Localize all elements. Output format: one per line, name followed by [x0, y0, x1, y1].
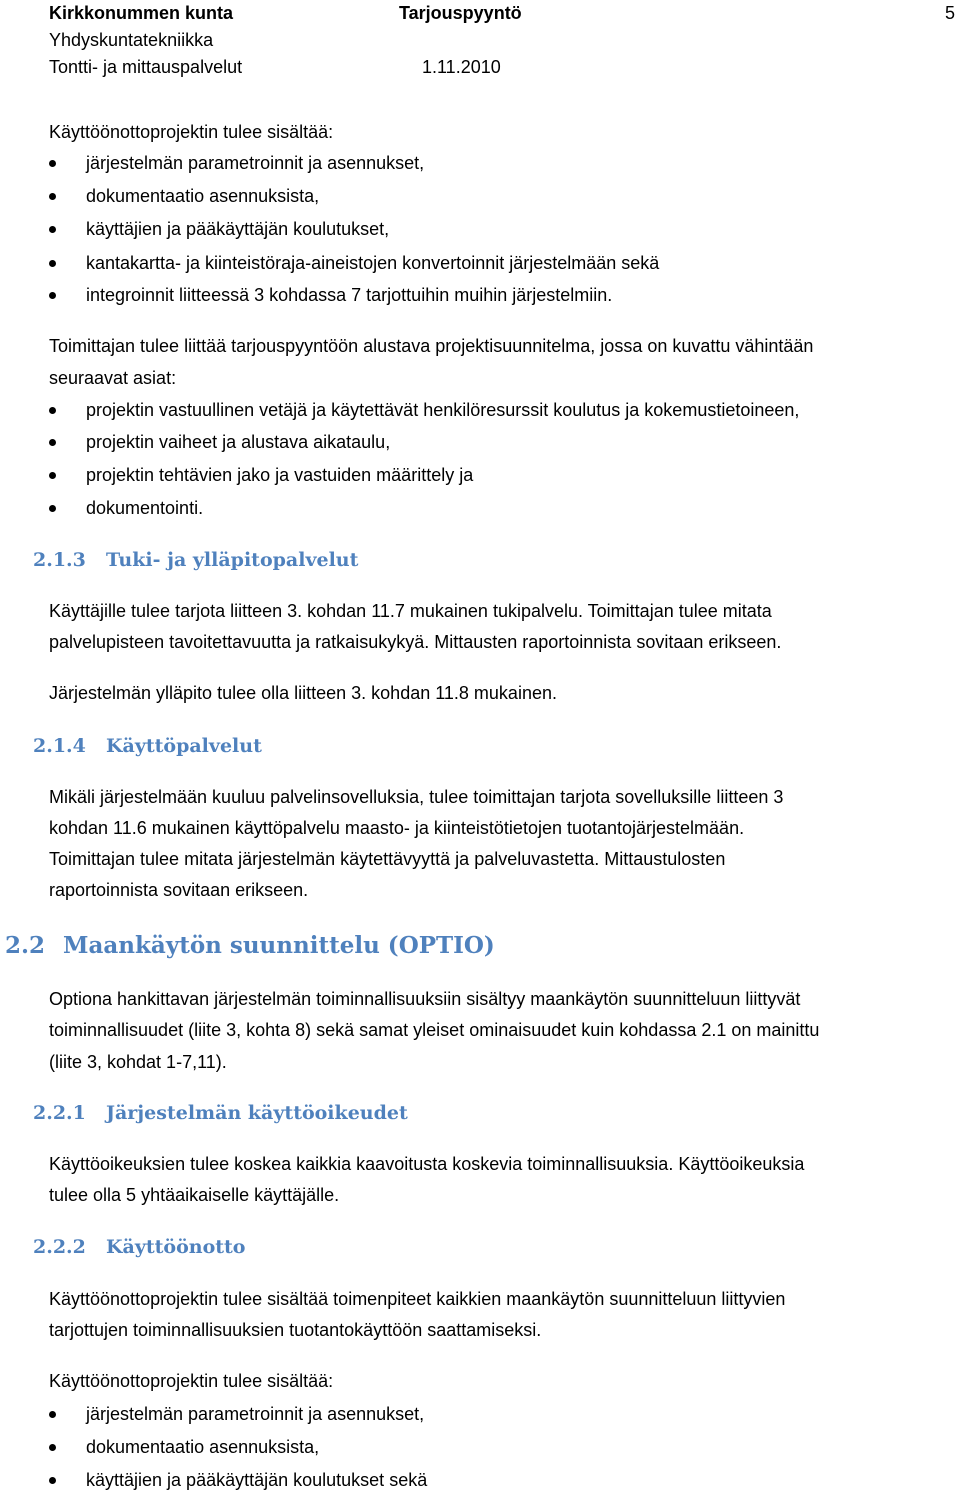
paragraph-line: Järjestelmän ylläpito tulee olla liitteen 3. kohdan 11.8 mukainen.	[49, 683, 557, 703]
paragraph-line: Käyttäjille tulee tarjota liitteen 3. kohdan 11.7 mukainen tukipalvelu. Toimittajan tulee mitata	[49, 601, 772, 621]
bullet-icon	[49, 260, 56, 267]
heading-number: 2.2	[5, 932, 46, 959]
list-item: projektin vastuullinen vetäjä ja käytettävät henkilöresurssit koulutus ja kokemustietoineen,	[86, 400, 800, 420]
heading-number: 2.1.4	[33, 735, 86, 757]
bullet-icon	[49, 1477, 56, 1484]
bullet-icon	[49, 226, 56, 233]
list-item: järjestelmän parametroinnit ja asennukset,	[86, 153, 425, 173]
paragraph-line: Käyttöönottoprojektin tulee sisältää toimenpiteet kaikkien maankäytön suunnitteluun liittyvien	[49, 1289, 786, 1309]
heading-title: Tuki- ja ylläpitopalvelut	[106, 549, 359, 571]
list-item: järjestelmän parametroinnit ja asennukset,	[86, 1404, 425, 1424]
heading-title: Käyttöönotto	[106, 1236, 246, 1258]
deploy-intro: Käyttöönottoprojektin tulee sisältää:	[49, 1371, 334, 1391]
header-department: Yhdyskuntatekniikka	[49, 30, 214, 50]
list-item: projektin vaiheet ja alustava aikataulu,	[86, 432, 391, 452]
paragraph-line: palvelupisteen tavoitettavuutta ja ratkaisukykyä. Mittausten raportoinnista sovitaan erikseen.	[49, 632, 782, 652]
deploy-intro: Käyttöönottoprojektin tulee sisältää:	[49, 122, 334, 142]
list-item: dokumentaatio asennuksista,	[86, 186, 320, 206]
heading-number: 2.2.1	[33, 1102, 86, 1124]
paragraph-line: Käyttöoikeuksien tulee koskea kaikkia kaavoitusta koskevia toiminnallisuuksia. Käyttöoikeuksia	[49, 1154, 805, 1174]
header-unit: Tontti- ja mittauspalvelut	[49, 57, 243, 77]
paragraph-line: raportoinnista sovitaan erikseen.	[49, 880, 309, 900]
bullet-icon	[49, 193, 56, 200]
bullet-icon	[49, 505, 56, 512]
bullet-icon	[49, 439, 56, 446]
list-item: käyttäjien ja pääkäyttäjän koulutukset,	[86, 219, 390, 239]
list-item: integroinnit liitteessä 3 kohdassa 7 tarjottuihin muihin järjestelmiin.	[86, 285, 613, 305]
plan-paragraph-line: Toimittajan tulee liittää tarjouspyyntöön alustava projektisuunnitelma, jossa on kuvattu vähintään	[49, 336, 814, 356]
header-date: 1.11.2010	[422, 57, 501, 77]
paragraph-line: tarjottujen toiminnallisuuksien tuotantokäyttöön saattamiseksi.	[49, 1320, 542, 1340]
list-item: kantakartta- ja kiinteistöraja-aineistojen konvertoinnit järjestelmään sekä	[86, 253, 660, 273]
plan-paragraph-line: seuraavat asiat:	[49, 368, 177, 388]
paragraph-line: Mikäli järjestelmään kuuluu palvelinsovelluksia, tulee toimittajan tarjota sovelluksille liitteen 3	[49, 787, 784, 807]
list-item: dokumentointi.	[86, 498, 204, 518]
header-page-number: 5	[945, 3, 956, 23]
paragraph-line: toiminnallisuudet (liite 3, kohta 8) sekä samat yleiset ominaisuudet kuin kohdassa 2.1 on mainittu	[49, 1020, 820, 1040]
heading-title: Maankäytön suunnittelu (OPTIO)	[63, 932, 495, 959]
bullet-icon	[49, 160, 56, 167]
bullet-icon	[49, 292, 56, 299]
paragraph-line: Toimittajan tulee mitata järjestelmän käytettävyyttä ja palveluvastetta. Mittaustulosten	[49, 849, 726, 869]
heading-number: 2.1.3	[33, 549, 86, 571]
heading-title: Käyttöpalvelut	[106, 735, 262, 757]
paragraph-line: kohdan 11.6 mukainen käyttöpalvelu maasto- ja kiinteistötietojen tuotantojärjestelmään.	[49, 818, 745, 838]
heading-number: 2.2.2	[33, 1236, 86, 1258]
bullet-icon	[49, 472, 56, 479]
bullet-icon	[49, 1411, 56, 1418]
header-organization: Kirkkonummen kunta	[49, 3, 234, 23]
bullet-icon	[49, 1444, 56, 1451]
header-document-type: Tarjouspyyntö	[399, 3, 522, 23]
paragraph-line: tulee olla 5 yhtäaikaiselle käyttäjälle.	[49, 1185, 340, 1205]
list-item: dokumentaatio asennuksista,	[86, 1437, 320, 1457]
list-item: projektin tehtävien jako ja vastuiden määrittely ja	[86, 465, 474, 485]
paragraph-line: Optiona hankittavan järjestelmän toiminnallisuuksiin sisältyy maankäytön suunnitteluun liittyvät	[49, 989, 801, 1009]
paragraph-line: (liite 3, kohdat 1-7,11).	[49, 1052, 227, 1072]
heading-title: Järjestelmän käyttöoikeudet	[106, 1102, 408, 1124]
bullet-icon	[49, 407, 56, 414]
list-item: käyttäjien ja pääkäyttäjän koulutukset sekä	[86, 1470, 428, 1490]
